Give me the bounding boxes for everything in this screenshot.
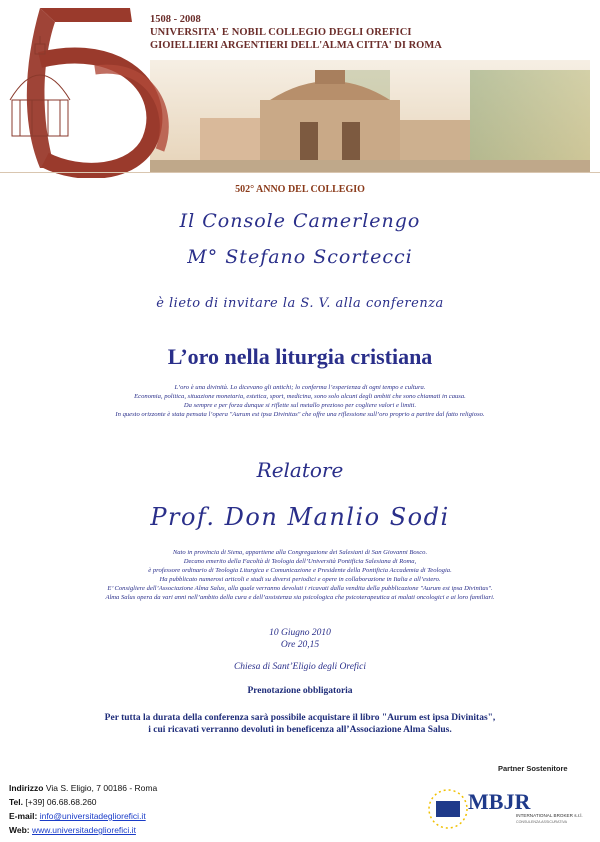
intro-line: L’oro è una divinità. Lo dicevano gli antichi; lo conferma l’esperienza di ogni tempo e cultura.	[174, 384, 426, 391]
booking-notice: Prenotazione obbligatoria	[247, 686, 353, 696]
bio-line: Nato in provincia di Siena, appartiene alla Congregazione dei Salesiani di San Giovanni Bosco.	[172, 549, 428, 556]
contact-phone	[9, 797, 97, 807]
book-sale-note-line1: Per tutta la durata della conferenza sarà possibile acquistare il libro "Aurum est ipsa Divinitas",	[104, 713, 496, 723]
tel-value: [+39] 06.68.68.260	[25, 797, 97, 807]
tel-label: Tel.	[9, 797, 24, 807]
speaker-label: Relatore	[256, 458, 344, 482]
intro-line: Da sempre e per forza dunque si riflette sul metallo prezioso per cogliere valori e limiti.	[183, 402, 417, 409]
address-label: Indirizzo	[9, 783, 44, 793]
intro-paragraph	[0, 383, 600, 419]
contact-address	[9, 783, 157, 793]
web-link[interactable]: www.universitadegliorefici.it	[32, 825, 136, 835]
event-date: 10 Giugno 2010	[269, 628, 331, 638]
header-institution-line2: GIOIELLIERI ARGENTIERI DELL'ALMA CITTA' DI ROMA	[150, 40, 442, 51]
email-label: E-mail:	[9, 811, 38, 821]
event-place: Chiesa di Sant’Eligio degli Orefici	[233, 662, 367, 672]
web-label: Web:	[9, 825, 30, 835]
speaker-bio	[0, 548, 600, 602]
bio-line: Alma Salus opera da vari anni nell’ambito della cura e dell’assistenza sia psicologica che psicoterapeutica ai malati oncologici e ai loro familiari.	[105, 594, 495, 601]
header-institution-line1: UNIVERSITA' E NOBIL COLLEGIO DEGLI OREFICI	[150, 27, 412, 38]
bio-line: è professore ordinario di Teologia Liturgica e Comunicazione e Presidente della Pontificia Accademia di Teologia.	[148, 567, 452, 574]
bio-line: Decano emerito della Facoltà di Teologia dell’Università Pontificia Salesiana di Roma,	[183, 558, 417, 565]
event-datetime	[0, 627, 600, 651]
anniversary-label: 502° ANNO DEL COLLEGIO	[235, 184, 365, 195]
mbjr-logo-graphic	[428, 779, 592, 837]
intro-line: Economia, politica, situazione monetaria, estetica, sport, medicina, sono solo alcuni degli ambiti che sono chiamati in causa.	[134, 393, 466, 400]
bio-line: E’ Consigliere dell’Associazione Alma Salus, alla quale verranno devoluti i ricavati dalla vendita della pubblicazione "Aurum est ipsa Divinitas".	[107, 585, 493, 592]
console-title: Il Console Camerlengo	[179, 210, 421, 232]
partner-logo[interactable]	[428, 779, 592, 837]
partner-logo-name: MBJR	[468, 789, 531, 814]
invite-text: è lieto di invitare la S. V. alla conferenza	[156, 296, 444, 311]
console-name: M° Stefano Scortecci	[187, 246, 413, 268]
speaker-name: Prof. Don Manlio Sodi	[150, 503, 450, 531]
contact-web	[9, 825, 136, 835]
bio-line: Ha pubblicato numerosi articoli e studi su diversi periodici e opere in collaborazione in Italia e all’estero.	[159, 576, 441, 583]
contact-email	[9, 811, 146, 821]
book-sale-note	[0, 712, 600, 736]
intro-line: In questo orizzonte è stata pensata l’opera "Aurum est ipsa Divinitas" che offre una riflessione sull’oro proprio a partire dal fatto religioso.	[115, 411, 485, 418]
conference-title: L’oro nella liturgia cristiana	[167, 344, 433, 369]
event-time: Ore 20,15	[280, 640, 320, 650]
partner-label: Partner Sostenitore	[498, 764, 568, 773]
partner-logo-tagline: CONSULENZA ASSICURATIVA	[516, 820, 567, 824]
header-years: 1508 - 2008	[150, 14, 201, 25]
partner-logo-subtitle: INTERNATIONAL BROKER s.r.l.	[516, 813, 583, 818]
email-link[interactable]: info@universitadegliorefici.it	[39, 811, 146, 821]
book-sale-note-line2: i cui ricavati verranno devoluti in beneficenza all’Associazione Alma Salus.	[148, 725, 452, 735]
address-value: Via S. Eligio, 7 00186 - Roma	[45, 783, 158, 793]
